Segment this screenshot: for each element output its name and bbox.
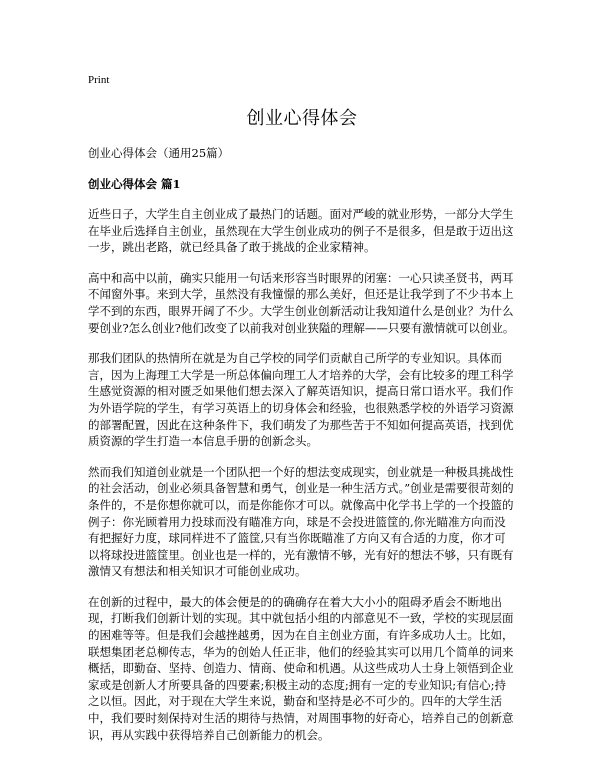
paragraph: 高中和高中以前，确实只能用一句话来形容当时眼界的闭塞：一心只读圣贤书，两耳不闻窗外事。来到大学，虽然没有我憧憬的那么美好，但还是让我学到了不少书本上学不到的东西，眼界开阔了不少。大学生创业创新活动让我知道什么是创业？为什么要创业?怎么创业?他们改变了以前我对创业狭隘的理解——只要有激情就可以创业。 (88, 270, 515, 335)
section-heading: 创业心得体会 篇1 (88, 177, 181, 191)
paragraph: 近些日子，大学生自主创业成了最热门的话题。面对严峻的就业形势，一部分大学生在毕业后选择自主创业，虽然现在大学生创业成功的例子不是很多，但是敢于迈出这一步，跳出老路，就已经具备了敢于挑战的企业家精神。 (88, 207, 514, 255)
paragraph: 在创新的过程中，最大的体会便是的的确确存在着大大小小的阻碍矛盾会不断地出现，打断我们创新计划的实现。其中就包括小组的内部意见不一致，学校的实现层面的困难等等。但是我们会越挫越勇，因为在自主创业方面，有许多成功人士。比如，联想集团老总柳传志，华为的创始人任正非，他们的经验其实可以用几个简单的词来概括，即勤奋、坚持、创造力、情商、使命和机遇。从这些成功人士身上领悟到企业家或是创新人才所要具备的四要素;积极主动的态度;拥有一定的专业知识;有信心;持之以恒。因此，对于现在大学生来说，勤奋和坚持是必不可少的。四年的大学生活中，我们要时刻保持对生活的期待与热情，对周围事物的好奇心，培养自己的创新意识，再从实践中获得培养自己创新能力的机会。 (88, 594, 514, 742)
document-page (88, 68, 516, 743)
document-title: 创业心得体会 (246, 108, 358, 129)
print-link[interactable]: Print (88, 74, 110, 86)
paragraph: 然而我们知道创业就是一个团队把一个好的想法变成现实，创业就是一种极具挑战性的社会活动，创业必须具备智慧和勇气，创业是一种生活方式。”创业是需要很苛刻的条件的，不是你想你就可以，而是你能你才可以。就像高中化学书上学的一个投篮的例子：你光顾着用力投球而没有瞄准方向，球是不会投进篮筐的,你光瞄准方向而没有把握好力度，球同样进不了篮筐,只有当你既瞄准了方向又有合适的力度，你才可以将球投进篮筐里。创业也是一样的，光有激情不够，光有好的想法不够，只有既有激情又有想法和相关知识才可能创业成功。 (88, 464, 514, 579)
body-text (88, 206, 516, 743)
paragraph: 那我们团队的热情所在就是为自己学校的同学们贡献自己所学的专业知识。具体而言，因为上海理工大学是一所总体偏向理工人才培养的大学，会有比较多的理工科学生感觉资源的相对匮乏如果他们想去深入了解英语知识，提高日常口语水平。我们作为外语学院的学生，有学习英语上的切身体会和经验，也很熟悉学校的外语学习资源的部署配置，因此在这种条件下，我们萌发了为那些苦于不知如何提高英语，找到优质资源的学生打造一本信息手册的创新念头。 (88, 351, 514, 449)
document-subtitle: 创业心得体会（通用25篇） (88, 146, 230, 160)
